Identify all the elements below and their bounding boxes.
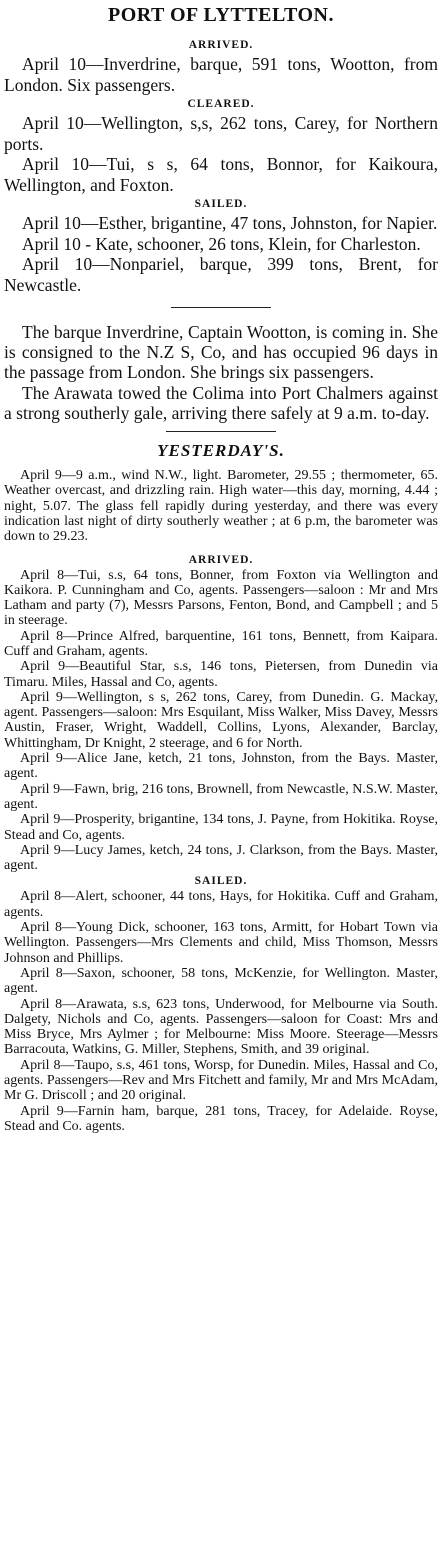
sailed-entry: April 9—Farnin ham, barque, 281 tons, Tracey, for Adelaide. Royse, Stead and Co. agents. [4, 1103, 438, 1134]
arrived-heading: ARRIVED. [188, 39, 254, 51]
arrived-entry: April 9—Lucy James, ketch, 24 tons, J. Clarkson, from the Bays. Master, agent. [4, 842, 438, 874]
yesterdays-heading: YESTERDAY'S. [157, 441, 285, 461]
cleared-entry: April 10—Tui, s s, 64 tons, Bonnor, for Kaikoura, Wellington, and Foxton. [4, 154, 438, 195]
sailed-entry: April 10 - Kate, schooner, 26 tons, Klein, for Charleston. [22, 233, 421, 254]
weather-report: April 9—9 a.m., wind N.W., light. Barometer, 29.55 ; thermometer, 65. Weather overcast, and drizzling rain. High water—this day, morning, 4.44 ; night, 5.07. The glass fell rapidly during yesterday, and there was every indication last night of dirty southerly weather ; at 6 p.m, the barometer was down to 29.23. [4, 468, 438, 545]
arrived-entry: April 10—Inverdrine, barque, 591 tons, Wootton, from London. Six passengers. [4, 54, 438, 95]
sailed-heading: SAILED. [194, 875, 248, 888]
arrived-entry: April 8—Tui, s.s, 64 tons, Bonner, from Foxton via Wellington and Kaikora. P. Cunningham and Co, agents. Passengers—saloon : Mr and Mrs Latham and party (7), Messrs Parsons, Fenton, Bond, and Campbell ; and 5 in steerage. [4, 567, 438, 629]
port-section [4, 38, 438, 295]
newspaper-column [0, 2, 442, 1567]
section-divider [166, 431, 276, 432]
arrived-entry: April 9—Alice Jane, ketch, 21 tons, Johnston, from the Bays. Master, agent. [4, 751, 438, 782]
sailed-entry: April 8—Young Dick, schooner, 163 tons, Armitt, for Hobart Town via Wellington. Passengers—Mrs Clements and child, Miss Thomson, Messrs Johnson and Phillips. [4, 920, 438, 966]
sailed-heading: SAILED. [194, 198, 248, 210]
sailed-entry: April 8—Alert, schooner, 44 tons, Hays, for Hokitika. Cuff and Graham, agents. [4, 889, 438, 920]
arrived-entry: April 9—Beautiful Star, s.s, 146 tons, Pietersen, from Dunedin via Timaru. Miles, Hassal and Co, agents. [4, 659, 438, 690]
arrived-entry: April 8—Prince Alfred, barquentine, 161 tons, Bennett, from Kaipara. Cuff and Graham, agents. [4, 628, 438, 659]
sailed-entry: April 8—Saxon, schooner, 58 tons, McKenzie, for Wellington. Master, agent. [4, 965, 438, 997]
arrived-entry: April 9—Wellington, s s, 262 tons, Carey, from Dunedin. G. Mackay, agent. Passengers—saloon: Mrs Esquilant, Miss Walker, Miss Davey, Messrs Austin, Fraser, Wright, Waddell, Collins, Lyons, Alexander, Barclay, Whittingham, Dr Knight, 2 steerage, and 6 for North. [4, 689, 438, 751]
section-divider [171, 307, 271, 308]
sailed-entry: April 10—Nonpariel, barque, 399 tons, Brent, for Newcastle. [4, 254, 438, 295]
arrived-heading: ARRIVED. [188, 553, 254, 566]
note-paragraph: The Arawata towed the Colima into Port Chalmers against a strong southerly gale, arriving there safely at 9 a.m. to-day. [4, 382, 438, 423]
cleared-heading: CLEARED. [187, 98, 255, 110]
cleared-entry: April 10—Wellington, s,s, 262 tons, Carey, for Northern ports. [4, 113, 438, 154]
page-title: PORT OF LYTTELTON. [108, 4, 334, 26]
arrived-entry: April 9—Prosperity, brigantine, 134 tons, J. Payne, from Hokitika. Royse, Stead and Co, agents. [4, 812, 438, 843]
note-paragraph: The barque Inverdrine, Captain Wootton, is coming in. She is consigned to the N.Z S, Co, and has occupied 96 days in the passage from London. She brings six passengers. [4, 322, 438, 383]
arrived-entry: April 9—Fawn, brig, 216 tons, Brownell, from Newcastle, N.S.W. Master, agent. [4, 781, 438, 812]
sailed-entry: April 8—Taupo, s.s, 461 tons, Worsp, for Dunedin. Miles, Hassal and Co, agents. Passengers—Rev and Mrs Fitchett and family, Mr and Mrs McAdam, Mr G. Driscoll ; and 20 original. [4, 1057, 438, 1104]
shipping-notes [4, 322, 438, 423]
yesterdays-section [4, 468, 438, 1134]
sailed-entry: April 8—Arawata, s.s, 623 tons, Underwood, for Melbourne via South. Dalgety, Nichols and Co, agents. Passengers—saloon for Coast: Mrs and Miss Bryce, Mrs Aylmer ; for Melbourne: Miss Moore. Steerage—Messrs Barracouta, Watkins, G. Miller, Stephens, Smith, and 39 original. [4, 996, 438, 1058]
sailed-entry: April 10—Esther, brigantine, 47 tons, Johnston, for Napier. [22, 213, 438, 233]
